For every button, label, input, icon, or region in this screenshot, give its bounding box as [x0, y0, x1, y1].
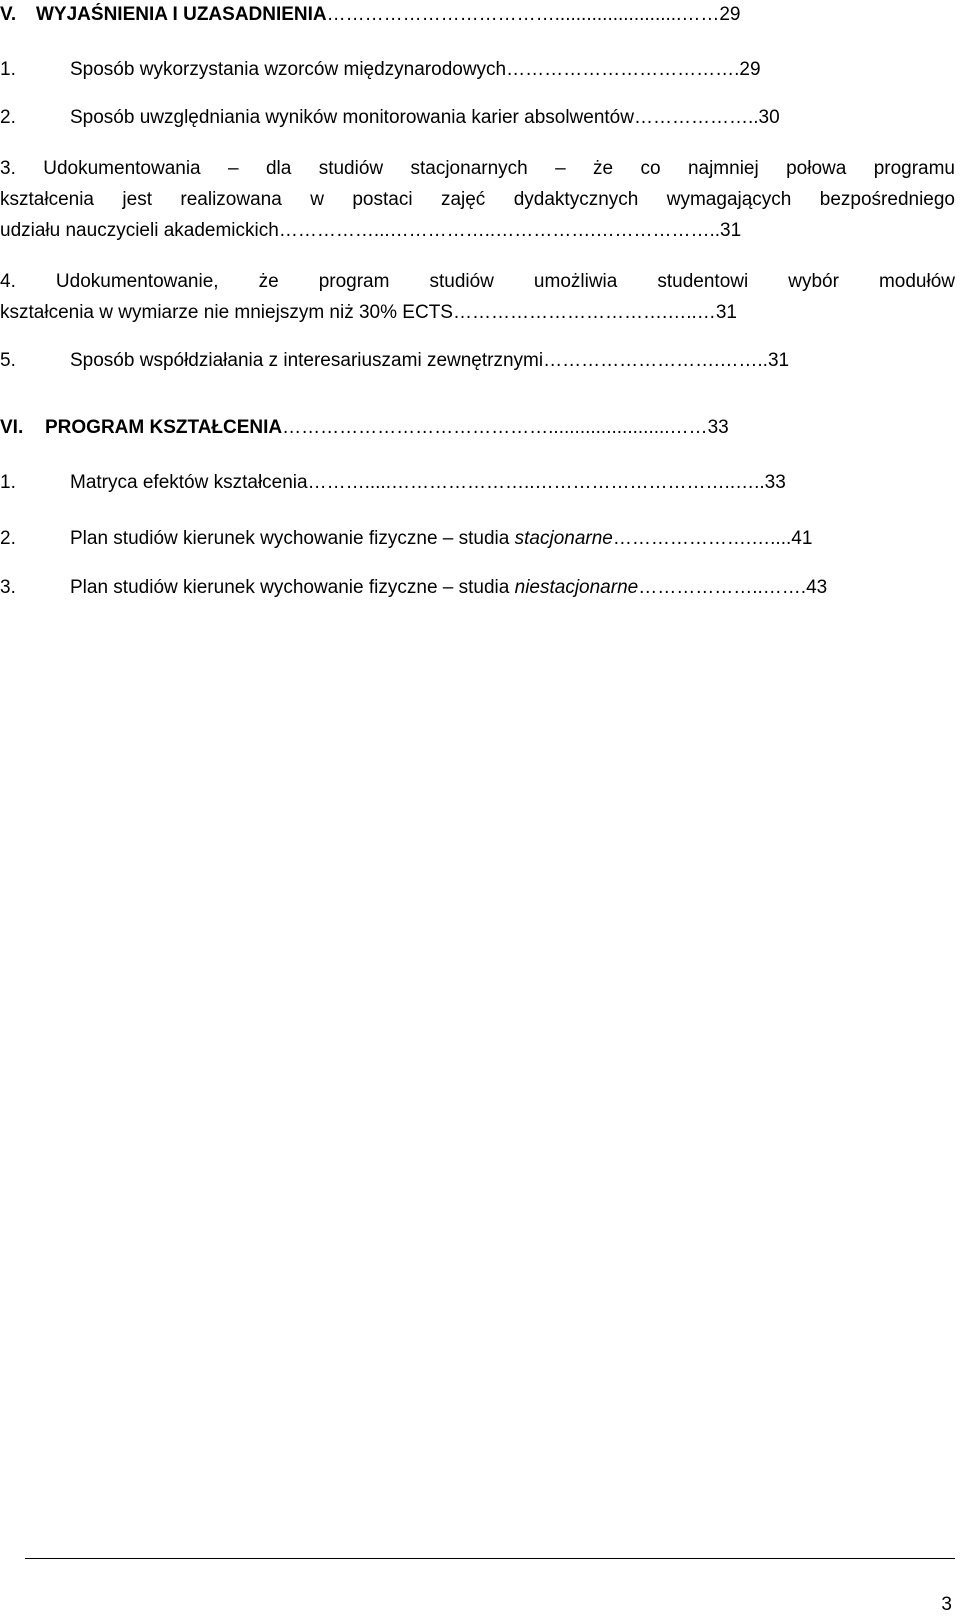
toc-number: VI.	[0, 417, 24, 438]
toc-page: 33	[764, 472, 786, 493]
toc-number: V.	[0, 4, 17, 25]
toc-number: 1.	[0, 472, 16, 493]
toc-page: 31	[767, 350, 790, 371]
toc-section-5	[0, 3, 955, 27]
toc-number: 3.	[0, 577, 16, 598]
toc-item-5-2	[0, 106, 955, 130]
toc-number: 3.	[0, 158, 16, 179]
toc-number: 5.	[0, 350, 16, 371]
toc-item-6-3	[0, 576, 955, 600]
toc-number: 2.	[0, 528, 16, 549]
toc-title: Sposób współdziałania z interesariuszami zewnętrznymi	[70, 350, 544, 371]
toc-title-continued: udziału nauczycieli akademickich	[0, 220, 279, 241]
toc-page: 29	[719, 4, 741, 25]
toc-title: WYJAŚNIENIA I UZASADNIENIA	[36, 4, 327, 25]
toc-title-italic: stacjonarne	[514, 528, 613, 549]
toc-page: 31	[715, 302, 737, 323]
toc-item-6-2	[0, 527, 955, 551]
toc-item-5-3-line3	[0, 219, 955, 243]
toc-leader: ……………………………….	[506, 59, 740, 80]
toc-item-5-1	[0, 58, 955, 82]
toc-title: Udokumentowanie, że program studiów umożliwia studentowi wybór modułów	[55, 271, 955, 292]
toc-title-continued: kształcenia w wymiarze nie mniejszym niż 30% ECTS	[0, 302, 453, 323]
toc-title: Sposób wykorzystania wzorców międzynarodowych	[70, 59, 507, 80]
toc-leader: ………………..…….	[638, 577, 807, 598]
toc-page: 41	[791, 528, 813, 549]
toc-leader: ………………….…....	[612, 528, 792, 549]
toc-title-continued: kształcenia jest realizowana w postaci zajęć dydaktycznych wymagających bezpośredniego	[0, 189, 955, 210]
toc-title: Plan studiów kierunek wychowanie fizyczne – studia	[70, 528, 510, 549]
toc-item-5-5	[0, 349, 955, 373]
toc-title: Sposób uwzględniania wyników monitorowania karier absolwentów	[70, 107, 634, 128]
toc-page: 31	[720, 220, 742, 241]
toc-number: 2.	[0, 107, 16, 128]
toc-page: 33	[707, 417, 729, 438]
toc-item-5-3-line1	[0, 157, 955, 181]
footer-rule	[25, 1558, 955, 1559]
toc-item-5-4-line1	[0, 270, 955, 294]
toc-page: 43	[806, 577, 828, 598]
toc-leader: …………………………….…..…	[452, 302, 716, 323]
toc-title: PROGRAM KSZTAŁCENIA	[45, 417, 283, 438]
toc-leader: …………………………………….......................……	[282, 417, 708, 438]
toc-page: 30	[758, 107, 780, 128]
toc-leader: ………………..	[633, 107, 759, 128]
toc-leader: ………………………………........................……	[326, 4, 720, 25]
toc-title: Plan studiów kierunek wychowanie fizyczne – studia	[70, 577, 510, 598]
toc-title: Matryca efektów kształcenia	[70, 472, 308, 493]
toc-leader: ……………...……………..…………….………………..	[278, 220, 721, 241]
toc-number: 1.	[0, 59, 16, 80]
toc-leader: ……………………….……..	[543, 350, 768, 371]
toc-item-5-4-line2	[0, 301, 955, 325]
toc-number: 4.	[0, 271, 16, 292]
toc-item-6-1	[0, 471, 955, 495]
toc-item-5-3-line2	[0, 188, 955, 212]
page-number: 3	[941, 1594, 952, 1615]
toc-title: Udokumentowania – dla studiów stacjonarnych – że co najmniej połowa programu	[43, 158, 955, 179]
toc-leader: ……….....…………………..…………………………..…..	[307, 472, 765, 493]
toc-title-italic: niestacjonarne	[514, 577, 639, 598]
toc-page: 29	[739, 59, 761, 80]
toc-section-6	[0, 416, 955, 440]
